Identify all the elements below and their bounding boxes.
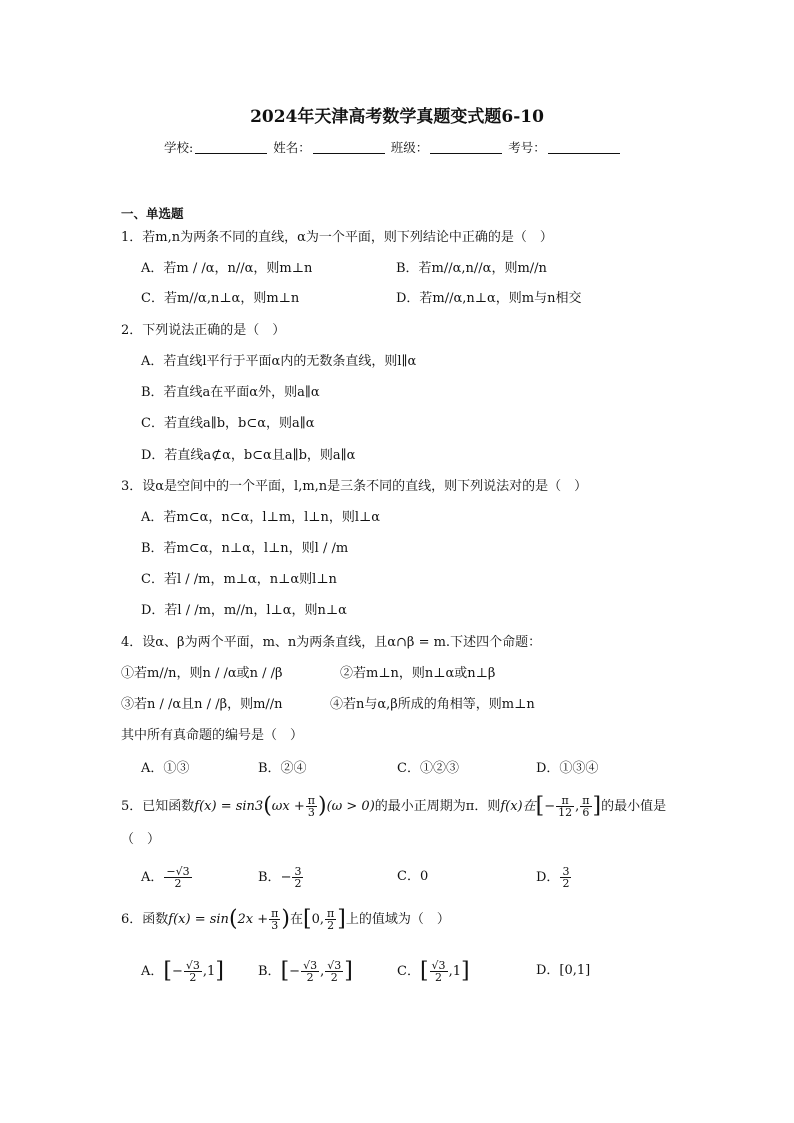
q4-stem: 4．设α、β为两个平面，m、n为两条直线，且α∩β = m.下述四个命题： xyxy=(121,635,542,650)
q5-option-c: C．0 xyxy=(397,869,429,884)
exam-no-blank xyxy=(548,141,620,154)
q4-option-d: D．①③④ xyxy=(536,761,599,776)
q2-option-b: B．若直线a在平面α外，则a∥α xyxy=(141,385,320,400)
q3-option-c: C．若l / /m，m⊥α，n⊥α则l⊥n xyxy=(141,572,337,587)
student-info-line xyxy=(164,138,622,156)
q2-option-d: D．若直线a⊄α，b⊂α且a∥b，则a∥α xyxy=(141,448,356,463)
q5-pi-over-6: $\frac{\pi}{6}$ xyxy=(582,794,590,819)
q5-pi-over-12: $\frac{\pi}{12}$ xyxy=(558,794,573,819)
q2-option-c: C．若直线a∥b，b⊂α，则a∥α xyxy=(141,416,315,431)
school-label: 学校: xyxy=(164,140,194,155)
class-label: 班级： xyxy=(390,140,429,155)
q1-option-c: C．若m//α,n⊥α，则m⊥n xyxy=(141,291,300,306)
q5-option-d: D． $\frac{3}{2}$ xyxy=(536,865,570,890)
q4-proposition-1: ①若m//n，则n / /α或n / /β xyxy=(121,666,283,681)
name-label: 姓名： xyxy=(273,140,311,155)
q5-option-a: A． $\frac{-√3}{2}$ xyxy=(141,865,190,890)
q1-stem: 1．若m,n为两条不同的直线，α为一个平面，则下列结论中正确的是（ ） xyxy=(121,230,553,245)
q4-proposition-3: ③若n / /α且n / /β，则m//n xyxy=(121,697,283,712)
q4-proposition-4: ④若n与α,β所成的角相等，则m⊥n xyxy=(330,697,535,712)
q2-option-a: A．若直线l平行于平面α内的无数条直线，则l∥α xyxy=(141,354,417,369)
q2-stem: 2．下列说法正确的是（ ） xyxy=(121,323,286,338)
q6-stem: 6．函数f(x) = sin(2x + $\frac{\pi}{3}$ )在[0, $\frac{\pi}{2}$ ]上的值域为（ ） xyxy=(121,906,450,932)
q4-option-b: B．②④ xyxy=(258,761,307,776)
class-blank xyxy=(430,141,502,154)
q3-stem: 3．设α是空间中的一个平面，l,m,n是三条不同的直线，则下列说法对的是（ ） xyxy=(121,479,588,494)
q1-option-b: B．若m//α,n//α，则m//n xyxy=(396,261,547,276)
q3-option-d: D．若l / /m，m//n，l⊥α，则n⊥α xyxy=(141,603,347,618)
q5-paren: （ ） xyxy=(121,832,161,847)
q6-option-b: B．[− $\frac{√3}{2}$ , $\frac{√3}{2}$ ] xyxy=(258,958,353,984)
q6-option-d: D．[0,1] xyxy=(536,963,591,978)
q4-option-c: C．①②③ xyxy=(397,761,459,776)
q6-option-c: C．[ $\frac{√3}{2}$ ,1] xyxy=(397,958,470,984)
school-blank xyxy=(195,141,267,154)
q4-ask: 其中所有真命题的编号是（ ） xyxy=(121,728,304,743)
q1-option-a: A．若m / /α，n//α，则m⊥n xyxy=(141,261,313,276)
q3-option-a: A．若m⊂α，n⊂α，l⊥m，l⊥n，则l⊥α xyxy=(141,510,381,525)
q5-pi-over-3: $\frac{\pi}{3}$ xyxy=(307,794,315,819)
q4-option-a: A．①③ xyxy=(141,761,190,776)
section-heading: 一、单选题 xyxy=(121,206,184,221)
q3-option-b: B．若m⊂α，n⊥α，l⊥n，则l / /m xyxy=(141,541,349,556)
page-title: 2024年天津高考数学真题变式题6-10 xyxy=(250,107,544,127)
exam-no-label: 考号： xyxy=(508,140,546,155)
q5-stem: 5．已知函数f(x) = sin3(ωx + $\frac{\pi}{3}$ )(ω > 0)的最小正周期为π．则f(x)在[− $\frac{\pi}{12}$ , $\frac{\pi}{6}$ ]的最小值是 xyxy=(121,793,667,819)
q1-option-d: D．若m//α,n⊥α，则m与n相交 xyxy=(396,291,582,306)
q5-option-b: B．− $\frac{3}{2}$ xyxy=(258,865,302,890)
q6-option-a: A．[− $\frac{√3}{2}$ ,1] xyxy=(141,958,224,984)
name-blank xyxy=(313,141,385,154)
q4-proposition-2: ②若m⊥n，则n⊥α或n⊥β xyxy=(340,666,496,681)
